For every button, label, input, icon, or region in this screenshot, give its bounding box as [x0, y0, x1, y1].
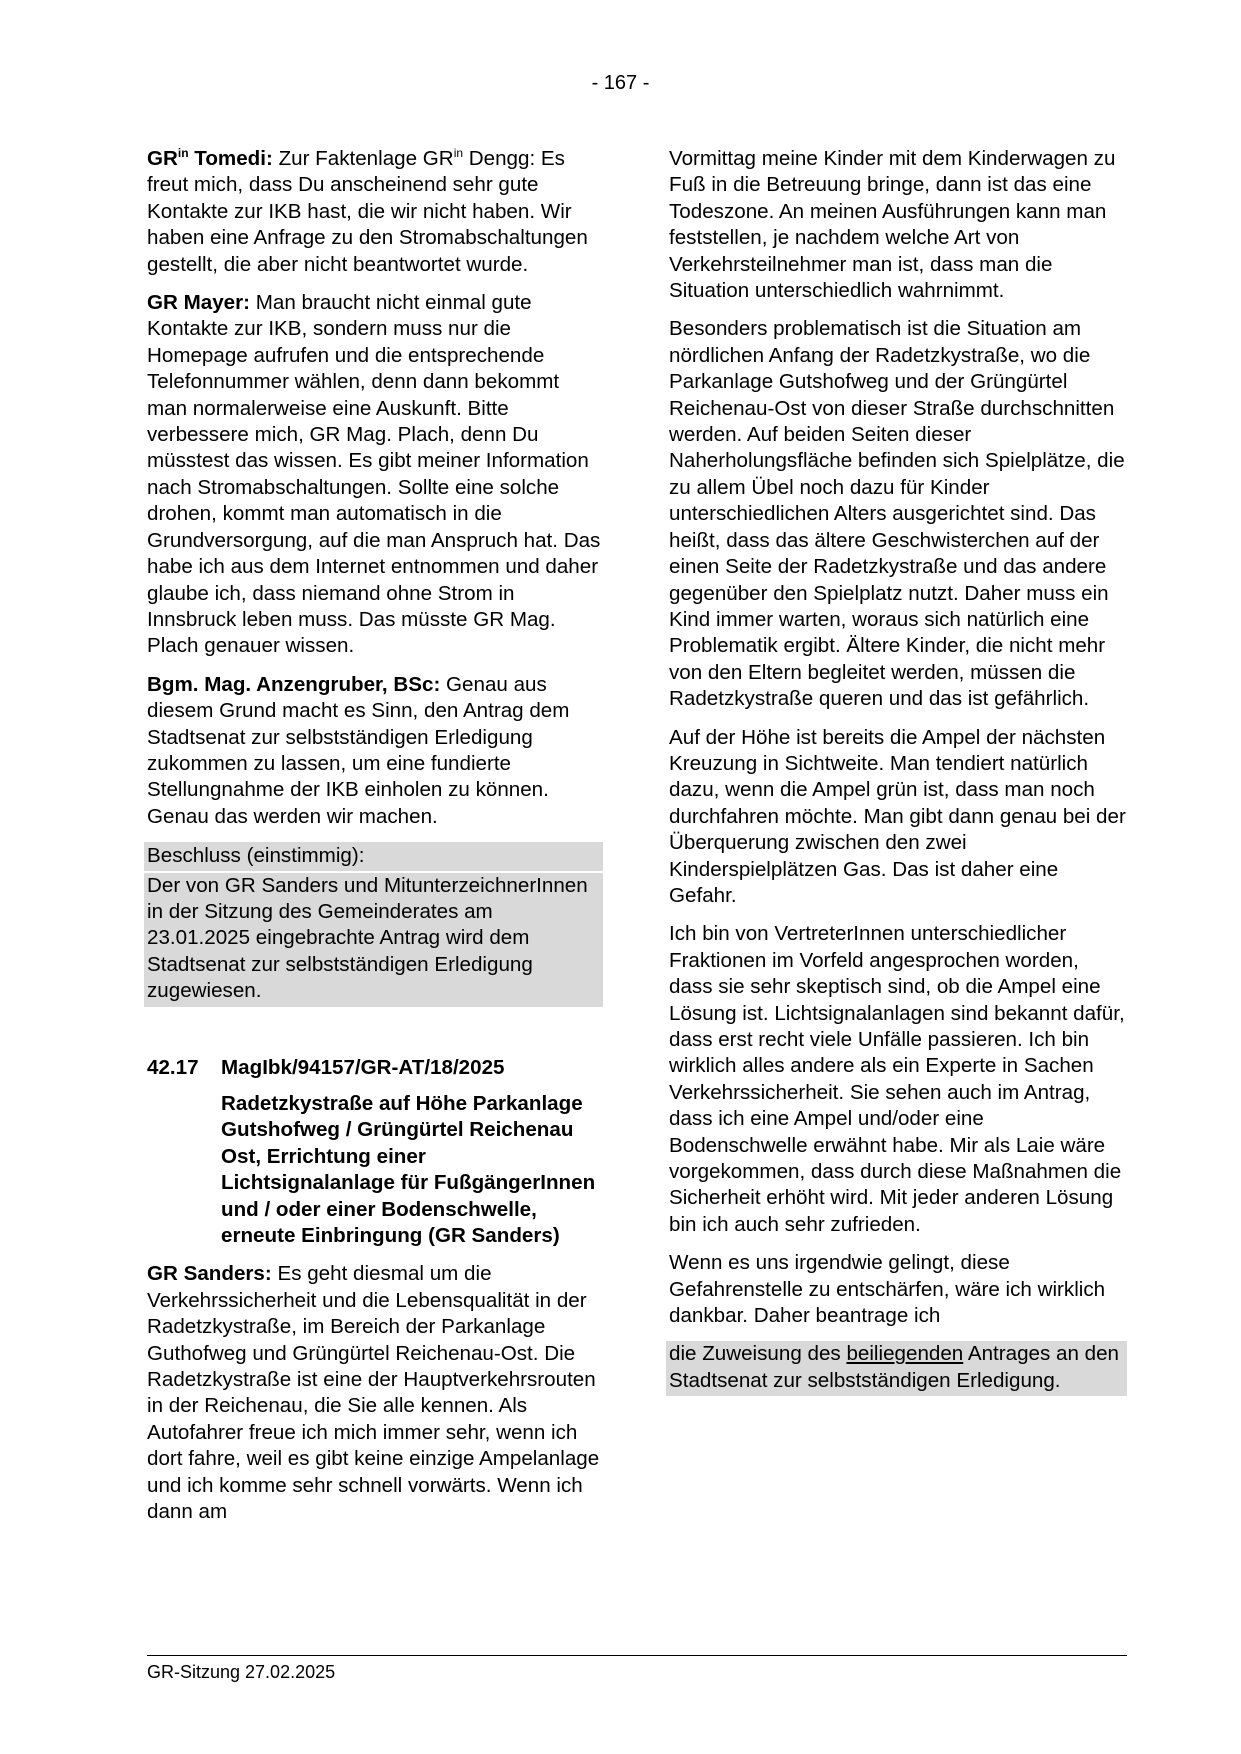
footer-text: GR-Sitzung 27.02.2025	[147, 1662, 336, 1682]
resolution-text: Der von GR Sanders und MitunterzeichnerInnen in der Sitzung des Gemeinderates am 23.01.2025 eingebrachte Antrag wird dem Stadtsenat zur selbstständigen Erledigung zugewiesen.	[144, 873, 603, 1007]
underlined-word: beiliegenden	[846, 1342, 964, 1366]
speaker-name: GR Mayer:	[147, 291, 250, 315]
paragraph-tomedi: $GR^{in}$ Tomedi: Zur Faktenlage $GR^{in}$ Dengg: Es freut mich, dass Du anscheinend sehr gute Kontakte zur IKB hast, die wir nicht haben. Wir haben eine Anfrage zu den Stromabschaltungen gestellt, die aber nicht beantwortet wurde.	[147, 146, 588, 276]
footer-divider	[147, 1655, 1127, 1656]
agenda-item-title: Radetzkystraße auf Höhe Parkanlage Gutshofweg / Grüngürtel Reichenau Ost, Errichtung einer Lichtsignalanlage für FußgängerInnen und / oder einer Bodenschwelle, erneute Einbringung (GR Sanders)	[221, 1092, 596, 1248]
paragraph: Vormittag meine Kinder mit dem Kinderwagen zu Fuß in die Betreuung bringe, dann ist das eine Todeszone. An meinen Ausführungen kann man feststellen, je nachdem welche Art von Verkehrsteilnehmer man ist, dass man die Situation unterschiedlich wahrnimmt.	[669, 147, 1116, 303]
page-number: - 167 -	[591, 72, 650, 94]
resolution-heading: Beschluss (einstimmig):	[144, 842, 603, 870]
agenda-item-heading	[147, 1055, 603, 1081]
paragraph-sanders: GR Sanders: Es geht diesmal um die Verkehrssicherheit und die Lebensqualität in der Radetzkystraße, im Bereich der Parkanlage Guthofweg und Grüngürtel Reichenau-Ost. Die Radetzkystraße ist eine der Hauptverkehrsrouten in der Reichenau, die Sie alle kennen. Als Autofahrer freue ich mich immer sehr, wenn ich dort fahre, weil es gibt keine einzige Ampelanlage und ich komme sehr schnell vorwärts. Wenn ich dann am	[147, 1262, 600, 1524]
paragraph: Besonders problematisch ist die Situation am nördlichen Anfang der Radetzkystraße, wo die Parkanlage Gutshofweg und der Grüngürtel Reichenau-Ost von dieser Straße durchschnitten werden. Auf beiden Seiten dieser Naherholungsfläche befinden sich Spielplätze, die zu allem Übel noch dazu für Kinder unterschiedlichen Alters ausgerichtet sind. Das heißt, dass das ältere Geschwisterchen auf der einen Seite der Radetzkystraße und das andere gegenüber den Spielplatz nutzt. Daher muss ein Kind immer warten, woraus sich natürlich eine Problematik ergibt. Ältere Kinder, die nicht mehr von den Eltern begleitet werden, müssen die Radetzkystraße queren und das ist gefährlich.	[669, 317, 1125, 711]
paragraph: Wenn es uns irgendwie gelingt, diese Gefahrenstelle zu entschärfen, wäre ich wirklich dankbar. Daher beantrage ich	[669, 1251, 1106, 1328]
paragraph-mayer: GR Mayer: Man braucht nicht einmal gute Kontakte zur IKB, sondern muss nur die Homepage aufrufen und die entsprechende Telefonnummer wählen, denn dann bekommt man normalerweise eine Auskunft. Bitte verbessere mich, GR Mag. Plach, denn Du müsstest das wissen. Es gibt meiner Information nach Stromabschaltungen. Sollte eine solche drohen, kommt man automatisch in die Grundversorgung, auf die man Anspruch hat. Das habe ich aus dem Internet entnommen und daher glaube ich, dass niemand ohne Strom in Innsbruck leben muss. Das müsste GR Mag. Plach genauer wissen.	[147, 291, 601, 658]
right-column	[669, 146, 1127, 1398]
motion-text: die Zuweisung des beiliegenden Antrages an den Stadtsenat zur selbstständigen Erledigung.	[666, 1341, 1127, 1396]
speaker-name: $GR^{in}$ Tomedi:	[147, 146, 273, 170]
paragraph: Ich bin von VertreterInnen unterschiedlicher Fraktionen im Vorfeld angesprochen worden, dass sie sehr skeptisch sind, ob die Ampel eine Lösung ist. Lichtsignalanlagen sind bekannt dafür, dass erst recht viele Unfälle passieren. Ich bin wirklich alles andere als ein Experte in Sachen Verkehrssicherheit. Sie sehen auch im Antrag, dass ich eine Ampel und/oder eine Bodenschwelle erwähnt habe. Mir als Laie wäre vorgekommen, dass durch diese Maßnahmen die Sicherheit erhöht wird. Mit jeder anderen Lösung bin ich auch sehr zufrieden.	[669, 922, 1125, 1236]
speaker-name: GR Sanders:	[147, 1262, 272, 1286]
speaker-name: Bgm. Mag. Anzengruber, BSc:	[147, 672, 441, 696]
left-column	[147, 146, 603, 1538]
paragraph-anzengruber: Bgm. Mag. Anzengruber, BSc: Genau aus diesem Grund macht es Sinn, den Antrag dem Stadtsenat zur selbstständigen Erledigung zukommen zu lassen, um eine fundierte Stellungnahme der IKB einholen zu können. Genau das werden wir machen.	[147, 672, 570, 828]
agenda-item-number: 42.17	[147, 1055, 199, 1079]
agenda-item-reference: MagIbk/94157/GR-AT/18/2025	[221, 1055, 505, 1079]
paragraph: Auf der Höhe ist bereits die Ampel der nächsten Kreuzung in Sichtweite. Man tendiert natürlich dazu, wenn die Ampel grün ist, dass man noch durchfahren möchte. Man gibt dann genau bei der Überquerung zwischen den zwei Kinderspielplätzen Gas. Das ist daher eine Gefahr.	[669, 725, 1126, 907]
